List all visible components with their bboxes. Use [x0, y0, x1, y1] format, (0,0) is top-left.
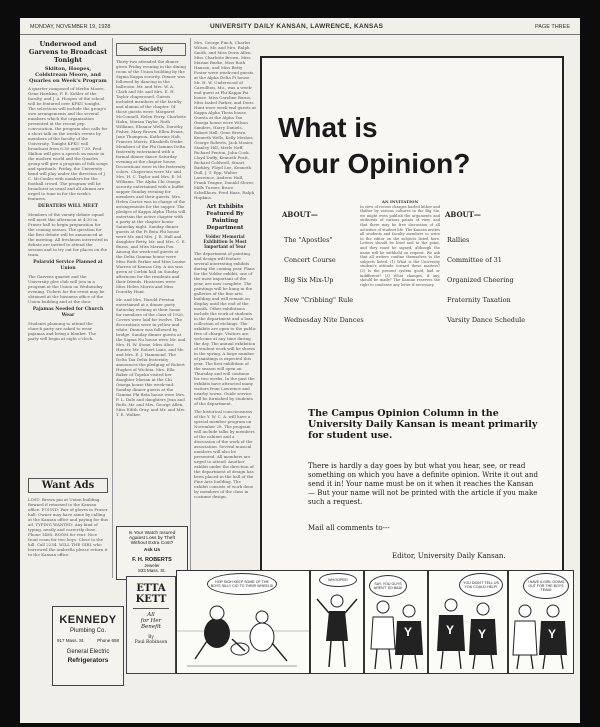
- comic-panel-2: [310, 570, 364, 674]
- topic-list-left: [284, 230, 364, 330]
- topic-item: Fraternity Taxation: [447, 296, 511, 304]
- column-rule: [190, 38, 191, 578]
- speech-bubble: WHOOPEE!: [319, 573, 357, 587]
- article-subhead: Skilton, Hoopes, Coldstream Moore, and Quarles on Week's Program: [29, 66, 107, 84]
- comic-panel-1: [176, 570, 310, 674]
- speech-bubble: I HAVE A GIRL GOING OUT FOR THE BOYS TEAM!: [523, 573, 569, 599]
- topic-item: The "Apostles": [284, 236, 333, 244]
- news-column-middle: [194, 40, 256, 578]
- issue-date: MONDAY, NOVEMBER 19, 1928: [30, 24, 111, 30]
- newspaper-title: UNIVERSITY DAILY KANSAN, LAWRENCE, KANSAS: [210, 23, 384, 30]
- article-body-3: The Garvens quartet and the University glee club will join in a program at the Union on Wednesday evening. Tickets for the event may be obtained at the business office of the Union building and at the door.: [28, 274, 105, 304]
- comic-title-line-1: ETTA: [136, 583, 166, 594]
- kennedy-plumbing-ad: [52, 606, 124, 686]
- opinion-lead: The Campus Opinion Column in the University Daily Kansan is meant primarily for student use.: [308, 408, 538, 441]
- ad-line-2: Against Loss by Theft: [128, 536, 176, 541]
- comic-title-line-2: KETT: [135, 594, 167, 605]
- about-label-right: ABOUT—: [445, 210, 481, 219]
- comic-strip: [158, 570, 580, 675]
- jersey-letter: Y: [446, 623, 455, 637]
- society-continued: Mrs. George Finch, Charles Wilson, Mr. and Mrs. Ralph Smith, and Miss Doris Allen. Miss Charlotte Brown, Miss Marian Burke, Miss Ruth Hanson, and Miss Betty Foster were week-end guests at the Alpha Delta Pi house. Mr. H. W. Underwood of Carrollton, Mo., was a week-end guest at Phi Kappa Psi house. Miss Caroline Burns, Miss Isabel Parker, and Doris Hunt were week-end guests at Kappa Alpha Theta house. Guests at the Alpha Tau Omega house were Wilson Sanders, Harry Daniels, Robert Hall, Gene Brown, Kenneth Wells, Kelly Mosher, George Roberts, Jack Mosier, Stanley Hill, Merle Neff, Richard Fenton, John Cook, Lloyd Duffy, Kenneth Pratt, Richard Coldwell, Stuart Barkley, Floyd Lee, Kenneth Dull, J. T. Epp, Walter Lawrence, Andrew Hull, Frank Teague, Donald Slover, Mills Turner, Bruce Schellhorn, Fred Haas, Ralph Hopkins.: [194, 40, 256, 200]
- news-column-left: [28, 40, 108, 472]
- art-headline: Art Exhibits Featured By Painting Department: [206, 204, 244, 231]
- article-body-4: Students planning to attend the church party are asked to wear pajamas and bring a blanket. The party will begin at eight o'clock.: [28, 321, 97, 341]
- opinion-title: [278, 110, 470, 182]
- article-subhead-3: Polaroid Service Planned at Union: [33, 260, 103, 271]
- ad-jeweler-name: F. H. ROBERTS: [132, 557, 172, 563]
- about-label-left: ABOUT—: [282, 210, 318, 219]
- invitation-body: In view of recent charges hurled hither and thither by various cultures in the Big Six, we might even publish the arguments and outbursts of various points of view, and that there may be free discussion of all activities of student life. The Kansan invites all students and faculty members to write to the editor on the subjects listed here. Letters should be brief and to the point, and they must be signed, although the name will be withheld on request. We ask that all writers confine themselves to the subjects listed. (1) What is the University student's attitude toward these matters? (2) Is the present system good, bad or indifferent? (3) What changes, if any, should be made? The Kansan reserves the right to condense any letter if necessary.: [360, 204, 440, 287]
- ad-phone: Phone 658: [97, 638, 119, 643]
- speech-bubble: HOP SIGH KEEP SOME OF THE BOYS SILLY CIO TO THEIR WHEELS!: [207, 573, 277, 595]
- comic-art-football: [177, 571, 309, 673]
- speech-bubble: SAY, YOU GUYS AREN'T SO BAD!: [369, 575, 407, 597]
- topic-item: Varsity Dance Schedule: [447, 316, 526, 324]
- speech-bubble: YOU DIDN'T TELL US YOU COULD HELP!: [459, 573, 503, 597]
- want-ads-body: LOST: Brown pin at Union building. Reward if returned to the Kansan office. FOUND: Pair of gloves in Fraser hall. Owner may have same by calling at the Kansan office and paying for this ad. TYPING WANTED: Any kind of typing, neatly and correctly done. Phone 1488. ROOM for rent: Nice front room for two boys. Close to the hill. Call 2254. WILL THE GIRL who borrowed the umbrella please return it to the Kansan office.: [28, 497, 108, 557]
- jersey-letter: Y: [478, 627, 487, 641]
- topic-item: New "Cribbing" Rule: [284, 296, 354, 304]
- topic-list-right: [447, 230, 525, 330]
- opinion-mail-line: Mail all comments to---: [308, 524, 390, 532]
- opinion-signature: Editor, University Daily Kansan.: [392, 552, 506, 560]
- comic-panel-3: [364, 570, 428, 674]
- article-headline: Underwood and Garvens to Broadcast Tonight: [28, 40, 108, 64]
- ad-jeweler-address: 833 Mass. St.: [138, 568, 166, 573]
- comic-panel-5: [508, 570, 574, 674]
- masthead: [20, 18, 580, 35]
- comic-subtitle-line-2: for Her: [140, 618, 162, 624]
- art-subhead: Volder Memorial Exhibition Is Most Important of Year: [203, 234, 247, 249]
- ad-address: 917 Mass. St.: [57, 638, 85, 643]
- article-body: A quarter composed of Merlin Moore, Gene Hawkins, F. E. Kohler of the faculty, and J. A. Hoopes of the school will be featured over KFKU tonight. The selections will include the group's own arrangements and the several numbers which the organization presented at the recent pep convocation, the program also calls for a short talk on the week's events by members of the faculty of the University. Tonight KFKU will broadcast from 6:30 until 7:30. Prof. Skilton will give a speech on music in the modern world and the Quarles group will give a program of folk songs and spirituals. Friday, the University band will play under the direction of J. C. McCanles with numbers for the football crowd. The program will be broadcast as usual and all alumni are urged to tune in for the week's features.: [28, 86, 108, 201]
- want-ads: [28, 474, 108, 602]
- article-body-2: Members of the varsity debate squad will meet this afternoon at 4:30 in Fraser hall to begin preparation for the coming season. The question for the first debate will be announced at the meeting. All freshmen interested in debate are invited to attend the session and to try out for places on the team.: [28, 212, 108, 257]
- article-subhead-4: Pajamas Needed for Church Wear: [32, 307, 104, 318]
- comic-subtitle-line-3: Benefit: [141, 624, 161, 630]
- ad-line-3: Without Extra Cost?: [130, 541, 174, 546]
- comic-byline: By: [148, 635, 154, 640]
- opinion-title-line-2: Your Opinion?: [278, 148, 471, 179]
- society-head: Society: [116, 43, 186, 56]
- society-column: [116, 40, 186, 522]
- article-subhead-2: DEBATERS WILL MEET: [38, 204, 98, 209]
- topic-item: Committee of 31: [447, 256, 502, 264]
- ad-jeweler-trade: Jeweler: [144, 563, 160, 568]
- invitation-head: AN INVITATION: [381, 199, 419, 204]
- ad-product: Refrigerators: [67, 657, 109, 664]
- topic-item: Organized Cheering: [447, 276, 514, 284]
- ad-line-1: Is Your Watch Insured: [128, 531, 176, 536]
- comic-art-players: [429, 571, 507, 673]
- want-ads-title: Want Ads: [28, 478, 108, 493]
- comic-art-players: [509, 571, 573, 673]
- column-rule: [112, 38, 113, 578]
- jersey-letter: Y: [404, 625, 413, 639]
- society-body: Thirty-two attended the dinner given Friday evening in the dining room of the Union building by the Sigma Kappa sorority. Dinner was followed by dancing in the ballroom. Mr. and Mrs. W. A. Clark and Mr. and Mrs. E. H. Taylor chaperoned. Guests included members of the faculty and alumni of the chapter. Of those guests were: Margaret McConnell, Helen Perry, Charlotte Hahn, Marian Taylor, Ruth Williams, Eleanor Wells, Dorothy Fisher, Mary Brown, Ellen Evans, Jane Thompson, Katherine Holt, Frances Morris, Elizabeth Drake. Members of the Phi Gamma Delta fraternity entertained with a formal dinner dance Saturday evening at the chapter house. Decorations were in the fraternity colors. Chaperons were Mr. and Mrs. H. C. Taylor and Mrs. E. M. Williams. The Alpha Chi Omega sorority entertained with a buffet supper Sunday evening for members and their guests. Mrs. Helen Carter was in charge of the arrangements for the supper. The pledges of Kappa Alpha Theta will entertain the active chapter with a party at the chapter house Saturday night. Sunday dinner guests at the Pi Beta Phi house were Mr. and Mrs. J. R. Hall and daughter Betty, Mr. and Mrs. C. E. Burns, and Miss Marian Fox. Among the week-end guests at the Delta Gamma house were Miss Ruth Parker and Miss Louise Warren of Kansas City. A tea was given at Corbin hall on Sunday afternoon for the residents and their friends. Hostesses were Miss Helen Morris and Miss Dorothy Hunt.: [116, 59, 186, 294]
- newspaper-page: [20, 18, 580, 723]
- comic-art-cheerleader: [311, 571, 363, 673]
- topic-item: Concert Course: [284, 256, 336, 264]
- comic-art-players: [365, 571, 427, 673]
- topic-item: Wednesday Nite Dances: [284, 316, 364, 324]
- topic-item: Big Six Mix-Up: [284, 276, 334, 284]
- campus-opinion-ad: [260, 56, 564, 582]
- jersey-letter: Y: [548, 627, 557, 641]
- art-body: The department of painting and design will feature several interesting exhibits during the coming year. Plans for the Volder exhibit, one of the most important of the year, are now complete. The paintings will be hung in the galleries of the fine arts building and will remain on display until the end of the month. Other exhibitions include the work of students in the department and a loan collection of etchings. The exhibits are open to the public free of charge. Visitors are welcome at any time during the day. The annual exhibition of student work will be shown in the spring. A large number of paintings is expected this year. The first exhibition of the season will open on Thursday and will continue for two weeks. In the past the exhibits have attracted many visitors from Lawrence and nearby towns. Guide service will be furnished by students of the department.: [194, 251, 256, 406]
- ad-company-name: KENNEDY: [59, 614, 117, 626]
- ad-line-4: Ask Us: [143, 548, 161, 553]
- art-body-2: The historical consciousness of the Y. W. C. A. will have a special member program on November 28. The program will include talks by members of the cabinet and a discussion of the work of the association. Several musical numbers will also be presented. All members are urged to attend. Another exhibit under the direction of the department of design has been placed in the hall of the Fine Arts building. The exhibit consists of work done by members of the class in costume design.: [194, 409, 255, 499]
- page-number: PAGE THREE: [535, 24, 570, 30]
- comic-panel-4: [428, 570, 508, 674]
- ad-company-sub: Plumbing Co.: [69, 628, 107, 634]
- topic-item: Rallies: [447, 236, 470, 244]
- invitation-text: [360, 200, 440, 287]
- society-body-2: Mr. and Mrs. Harold Preston entertained at a dinner party Saturday evening at their home for members of the class of 1926. Covers were laid for twelve. The decorations were in yellow and white. Dinner was followed by bridge. Sunday dinner guests at the Sigma Nu house were Mr. and Mrs. H. W. Stone, Miss Alice Hunter, Mr. Robert Lane, and Mr. and Mrs. E. J. Hammond. The Delta Tau Delta fraternity announces the pledging of Robert Hughes of Wichita. Mrs. Ella Baker of Topeka visited her daughter Marian at the Chi Omega house this week-end. Sunday dinner guests at the Gamma Phi Beta house were Mrs. F. L. Dale and daughters Jean and Ruth, Mr. and Mrs. George Allen, Miss Edith Gray, and Mr. and Mrs. T. E. Walker.: [116, 297, 186, 417]
- ad-brand: General Electric: [66, 649, 110, 655]
- opinion-title-line-1: What is: [278, 112, 378, 143]
- comic-author: Paul Robinson: [134, 640, 168, 645]
- comic-subtitle-line-1: All: [147, 612, 155, 618]
- opinion-body: There is hardly a day goes by but what you hear, see, or read something on which you have a definite opinion. Write it out and send it in! Your name must be on it when it reaches the Kansan — But your name will not be printed with the article if you make such a request.: [308, 462, 538, 506]
